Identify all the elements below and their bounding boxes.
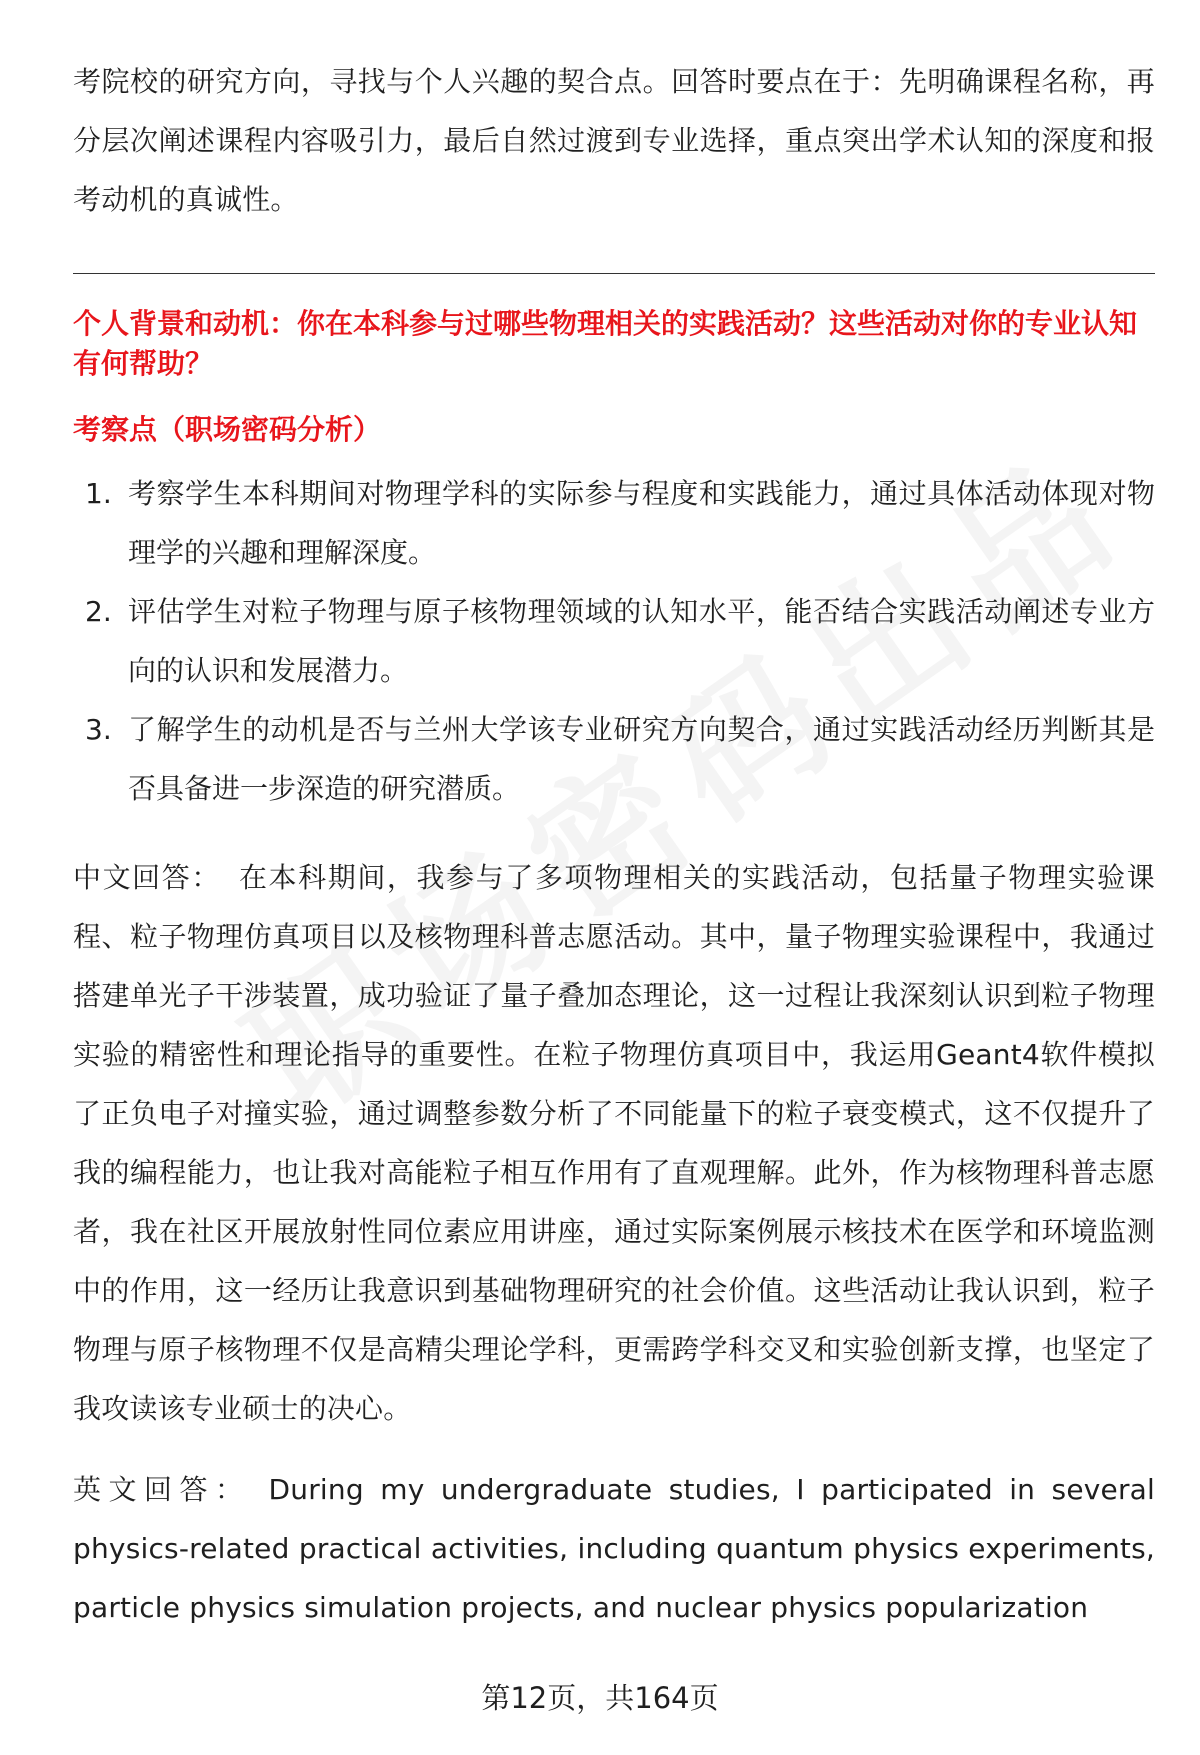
list-item-number: 2. [85, 595, 112, 628]
list-item [73, 700, 1155, 818]
chinese-answer-text: 在本科期间，我参与了多项物理相关的实践活动，包括量子物理实验课程、粒子物理仿真项目以及核物理科普志愿活动。其中，量子物理实验课程中，我通过搭建单光子干涉装置，成功验证了量子叠加态理论，这一过程让我深刻认识到粒子物理实验的精密性和理论指导的重要性。在粒子物理仿真项目中，我运用Geant4软件模拟了正负电子对撞实验，通过调整参数分析了不同能量下的粒子衰变模式，这不仅提升了我的编程能力，也让我对高能粒子相互作用有了直观理解。此外，作为核物理科普志愿者，我在社区开展放射性同位素应用讲座，通过实际案例展示核技术在医学和环境监测中的作用，这一经历让我意识到基础物理研究的社会价值。这些活动让我认识到，粒子物理与原子核物理不仅是高精尖理论学科，更需跨学科交叉和实验创新支撑，也坚定了我攻读该专业硕士的决心。 [73, 861, 1156, 1425]
list-item [73, 582, 1155, 700]
document-page [73, 52, 1155, 1637]
intro-paragraph: 考院校的研究方向，寻找与个人兴趣的契合点。回答时要点在于：先明确课程名称，再分层次阐述课程内容吸引力，最后自然过渡到专业选择，重点突出学术认知的深度和报考动机的真诚性。 [73, 65, 1155, 216]
list-item-text: 考察学生本科期间对物理学科的实际参与程度和实践能力，通过具体活动体现对物理学的兴趣和理解深度。 [128, 477, 1155, 569]
chinese-answer-label: 中文回答： [73, 861, 221, 894]
assessment-points-list [73, 464, 1155, 818]
english-answer [73, 1460, 1155, 1637]
page-number-footer: 第12页，共164页 [481, 1681, 719, 1715]
list-item-number: 1. [85, 477, 112, 510]
english-answer-label: 英文回答： [73, 1473, 251, 1506]
question-title: 个人背景和动机：你在本科参与过哪些物理相关的实践活动？这些活动对你的专业认知有何帮助？ [73, 307, 1138, 380]
assessment-heading: 考察点（职场密码分析） [73, 413, 382, 446]
list-item [73, 464, 1155, 582]
section-divider [73, 273, 1155, 274]
list-item-text: 了解学生的动机是否与兰州大学该专业研究方向契合，通过实践活动经历判断其是否具备进一步深造的研究潜质。 [128, 713, 1155, 805]
english-answer-text: During my undergraduate studies, I participated in several physics-related practical activities, including quantum physics experiments, particle physics simulation projects, and nuclear physics popularization [73, 1473, 1155, 1624]
chinese-answer [73, 848, 1155, 1438]
list-item-number: 3. [85, 713, 112, 746]
list-item-text: 评估学生对粒子物理与原子核物理领域的认知水平，能否结合实践活动阐述专业方向的认识和发展潜力。 [128, 595, 1155, 687]
